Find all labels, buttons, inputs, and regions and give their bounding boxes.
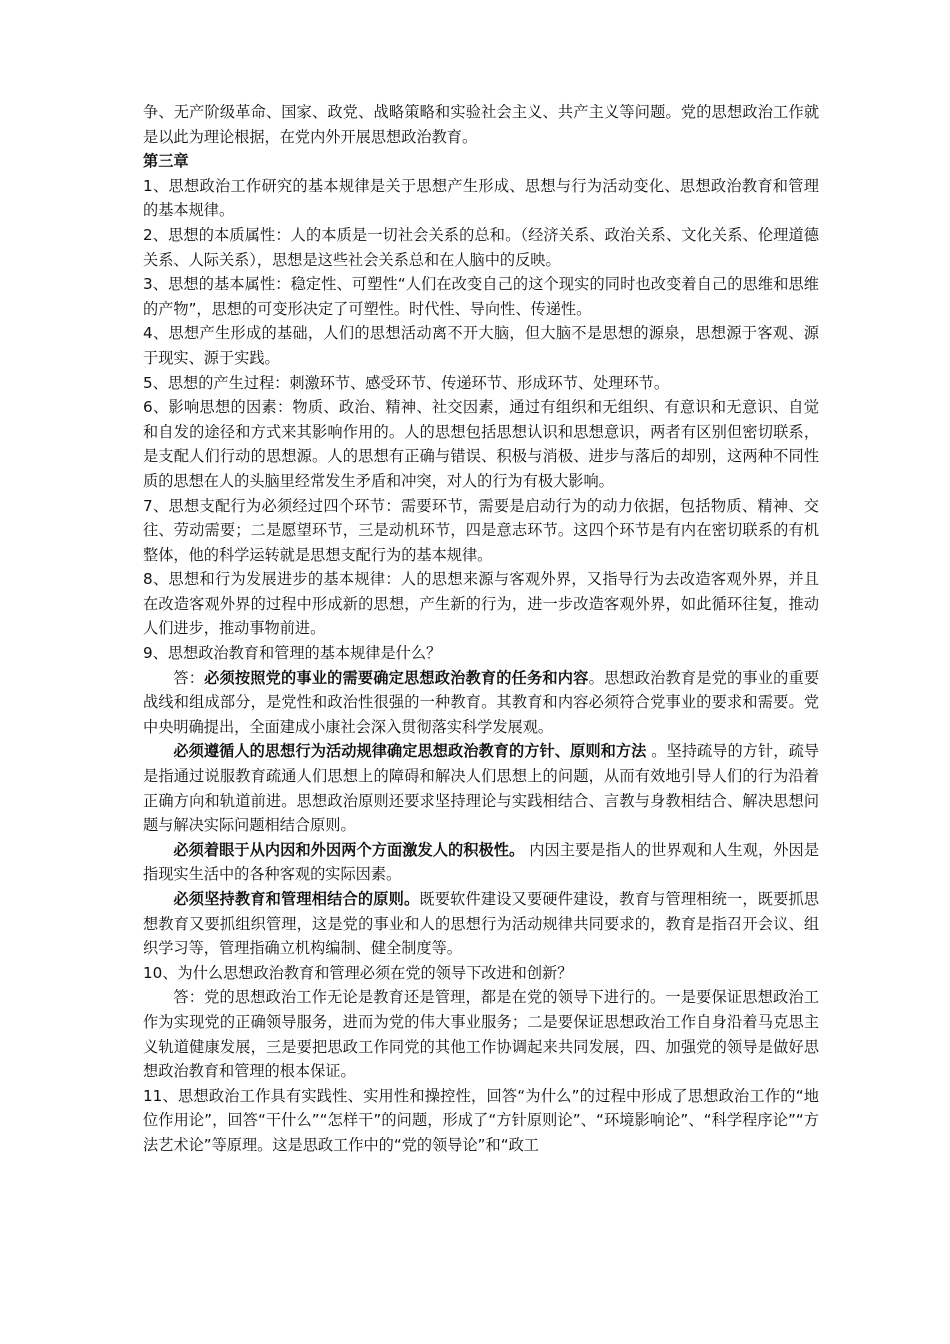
lead-paragraph: 争、无产阶级革命、国家、政党、战略策略和实验社会主义、共产主义等问题。党的思想政治工作就是以此为理论根据，在党内外开展思想政治教育。 bbox=[143, 103, 819, 146]
answer-prefix: 答： bbox=[173, 668, 205, 687]
answer-9-part-2 bbox=[143, 739, 819, 837]
item-1: 1、思想政治工作研究的基本规律是关于思想产生形成、思想与行为活动变化、思想政治教育和管理的基本规律。 bbox=[143, 176, 819, 220]
answer-9-part-4 bbox=[143, 887, 819, 961]
chapter-title: 第三章 bbox=[143, 152, 189, 171]
answer-9-2-body: 。坚持疏导的方针，疏导是指通过说服教育疏通人们思想上的障碍和解决人们思想上的问题，从而有效地引导人们的行为沿着正确方向和轨道前进。思想政治原则还要求坚持理论与实践相结合、言教与身教相结合、解决思想问题与解决实际问题相结合原则。 bbox=[143, 742, 820, 835]
document-page bbox=[143, 100, 819, 1158]
answer-9-1-body: 。思想政治教育是党的事业的重要战线和组成部分，是党性和政治性很强的一种教育。其教育和内容必须符合党事业的要求和需要。党中央明确提出，全面建成小康社会深入贯彻落实科学发展观。 bbox=[143, 668, 820, 736]
item-8: 8、思想和行为发展进步的基本规律：人的思想来源与客观外界，又指导行为去改造客观外界，并且在改造客观外界的过程中形成新的思想，产生新的行为，进一步改造客观外界，如此循环往复，推动人们进步，推动事物前进。 bbox=[143, 570, 819, 638]
item-11: 11、思想政治工作具有实践性、实用性和操控性，回答“为什么”的过程中形成了思想政治工作的“地位作用论”，回答“干什么”“怎样干”的问题，形成了“方针原则论”、“环境影响论”、“科学程序论”“方法艺术论”等原理。这是思政工作中的“党的领导论”和“政工 bbox=[143, 1086, 819, 1154]
answer-9-1-emphasis: 必须按照党的事业的需要确定思想政治教育的任务和内容 bbox=[204, 668, 589, 687]
item-10-question: 10、为什么思想政治教育和管理必须在党的领导下改进和创新？ bbox=[143, 963, 573, 982]
item-9-question: 9、思想政治教育和管理的基本规律是什么？ bbox=[143, 644, 442, 663]
answer-9-part-3 bbox=[143, 838, 819, 887]
answer-9-4-body: 既要软件建设又要硬件建设，教育与管理相统一，既要抓思想教育又要抓组织管理，这是党的事业和人的思想行为活动规律共同要求的，教育是指召开会议、组织学习等，管理指确立机构编制、健全制度等。 bbox=[143, 890, 820, 958]
item-3: 3、思想的基本属性：稳定性、可塑性“人们在改变自己的这个现实的同时也改变着自己的思维和思维的产物”，思想的可变形决定了可塑性。时代性、导向性、传递性。 bbox=[143, 275, 819, 318]
answer-10: 答：党的思想政治工作无论是教育还是管理，都是在党的领导下进行的。一是要保证思想政治工作为实现党的正确领导服务，进而为党的伟大事业服务；二是要保证思想政治工作自身沿着马克思主义轨道健康发展，三是要把思政工作同党的其他工作协调起来共同发展，四、加强党的领导是做好思想政治教育和管理的根本保证。 bbox=[143, 988, 819, 1081]
answer-9-3-emphasis: 必须着眼于从内因和外因两个方面激发人的积极性。 bbox=[173, 840, 525, 859]
item-5: 5、思想的产生过程：刺激环节、感受环节、传递环节、形成环节、处理环节。 bbox=[143, 373, 670, 392]
item-6: 6、影响思想的因素：物质、政治、精神、社交因素，通过有组织和无组织、有意识和无意识、自觉和自发的途径和方式来其影响作用的。人的思想包括思想认识和思想意识，两者有区别但密切联系，是支配人们行动的思想源。人的思想有正确与错误、积极与消极、进步与落后的却别，这两种不同性质的思想在人的头脑里经常发生矛盾和冲突，对人的行为有极大影响。 bbox=[143, 398, 819, 490]
answer-9-3-body: 内因主要是指人的世界观和人生观，外因是指现实生活中的各种客观的实际因素。 bbox=[143, 840, 820, 884]
answer-9-4-emphasis: 必须坚持教育和管理相结合的原则。 bbox=[173, 890, 420, 908]
item-7: 7、思想支配行为必须经过四个环节：需要环节，需要是启动行为的动力依据，包括物质、精神、交往、劳动需要；二是愿望环节，三是动机环节，四是意志环节。这四个环节是有内在密切联系的有机整体，他的科学运转就是思想支配行为的基本规律。 bbox=[143, 496, 819, 564]
item-2: 2、思想的本质属性：人的本质是一切社会关系的总和。（经济关系、政治关系、文化关系、伦理道德关系、人际关系），思想是这些社会关系总和在人脑中的反映。 bbox=[143, 225, 819, 269]
item-4: 4、思想产生形成的基础，人们的思想活动离不开大脑，但大脑不是思想的源泉，思想源于客观、源于现实、源于实践。 bbox=[143, 324, 819, 367]
answer-9-part-1 bbox=[143, 666, 819, 740]
answer-9-2-emphasis: 必须遵循人的思想行为活动规律确定思想政治教育的方针、原则和方法 bbox=[173, 742, 647, 761]
